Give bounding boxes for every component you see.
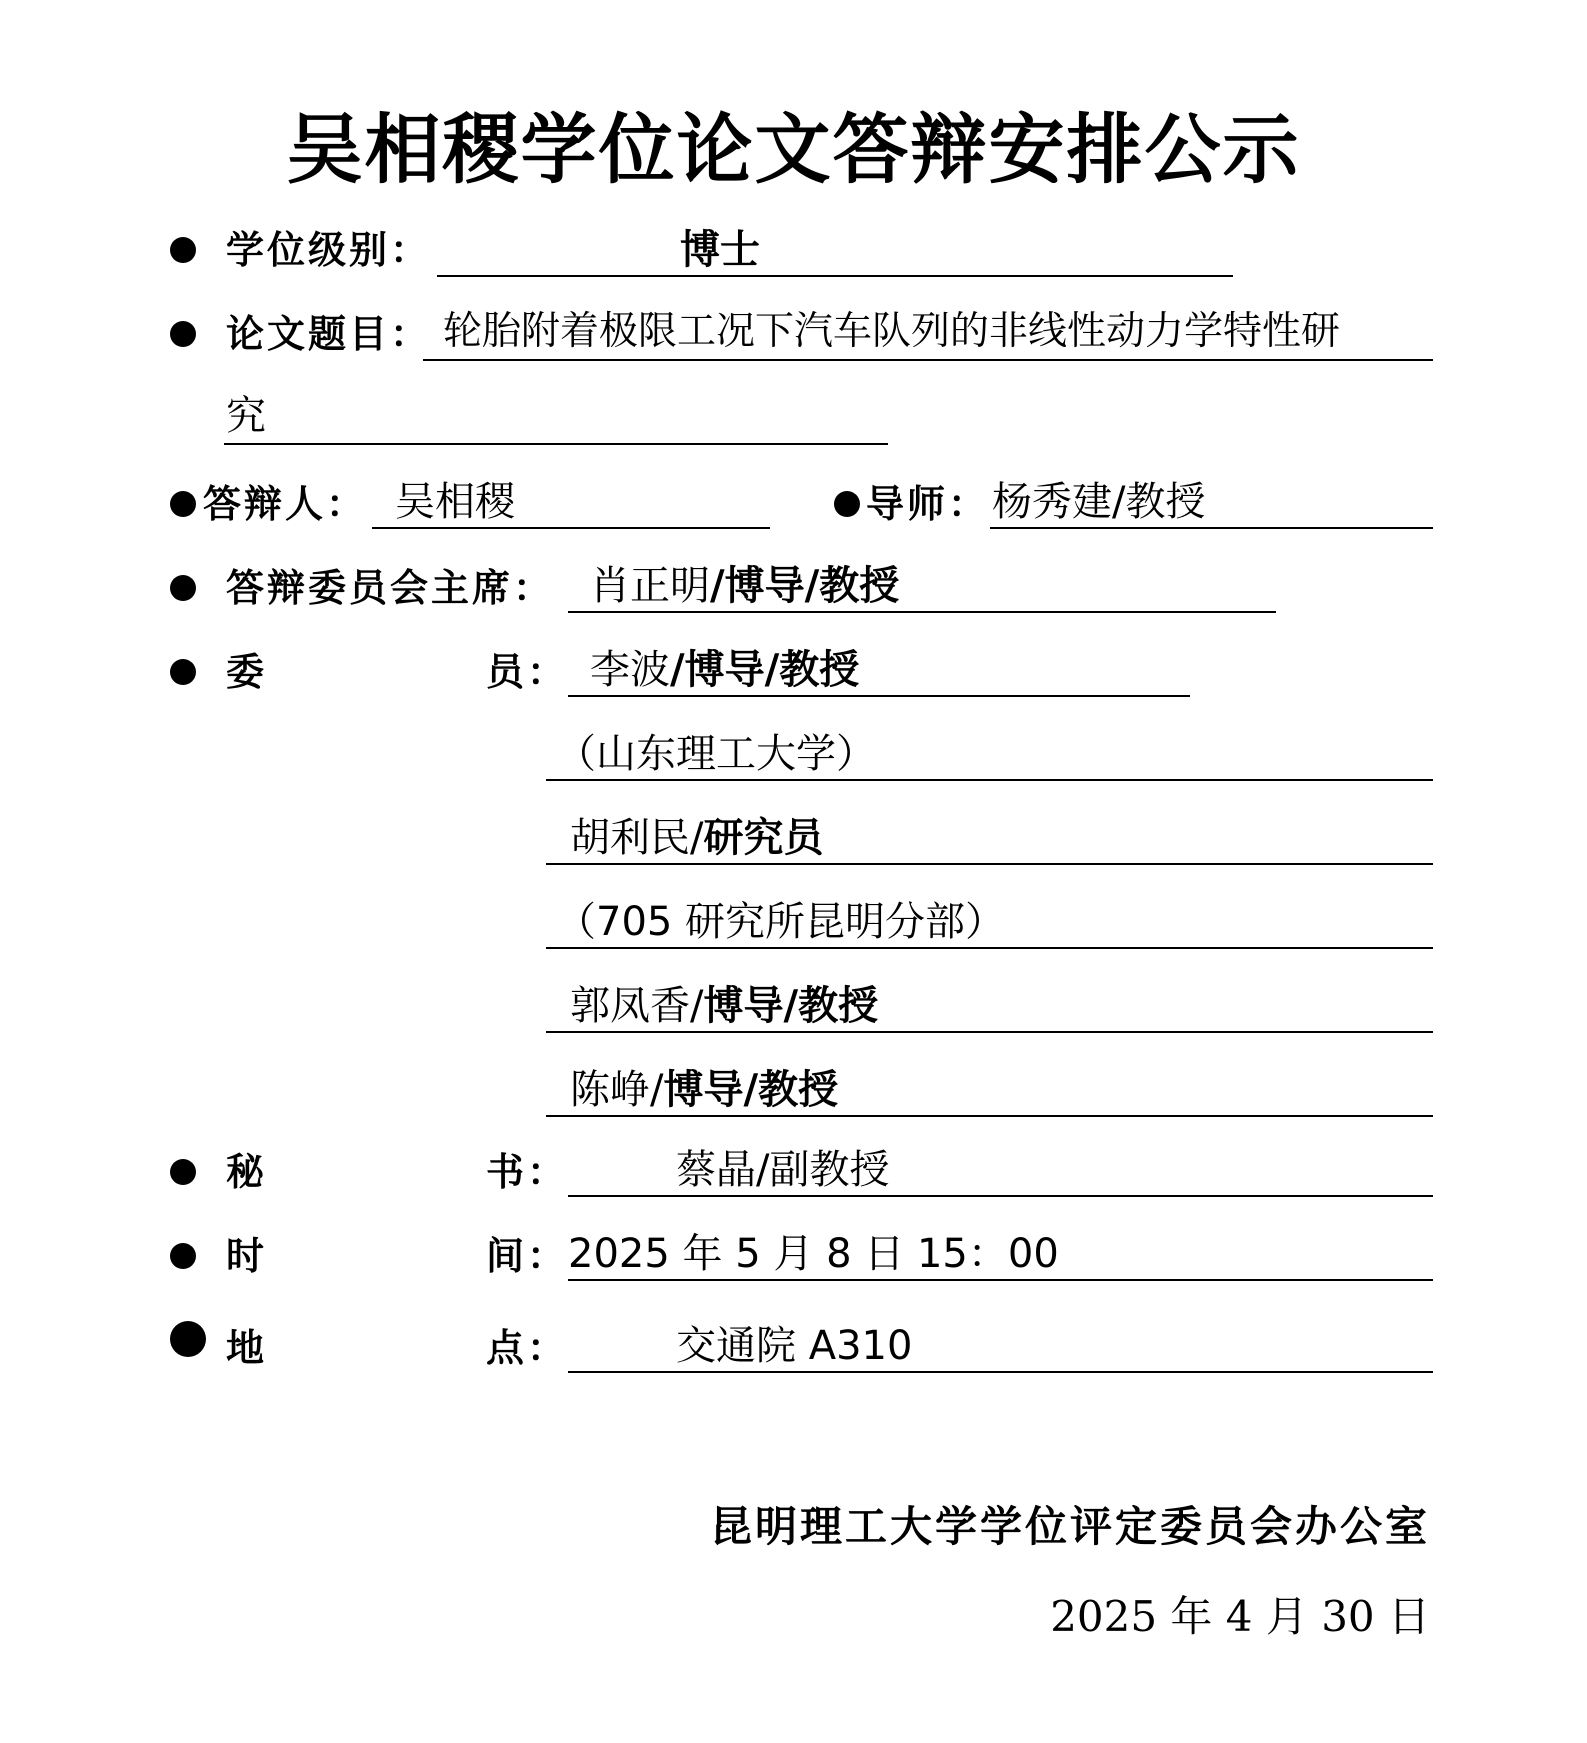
advisor-label: 导师： [866,481,990,526]
secretary-label-left: 秘 [226,1149,268,1194]
place-label-right: 点： [486,1325,569,1370]
defender-value: 吴相稷 [395,479,515,525]
issuing-office: 昆明理工大学学位评定委员会办公室 [709,1502,1430,1551]
place-value: 交通院 A310 [676,1323,913,1369]
secretary-value: 蔡晶/副教授 [676,1147,890,1193]
chair-label: 答辩委员会主席： [226,565,555,610]
bullet-icon [170,237,196,263]
page-title: 吴相稷学位论文答辩安排公示 [286,105,1301,194]
thesis-title-line2: 究 [226,393,266,439]
secretary-label-right: 书： [486,1149,569,1194]
member-title: 博导/教授 [663,1066,839,1113]
member-line-4 [556,897,1005,947]
thesis-title-line1: 轮胎附着极限工况下汽车队列的非线性动力学特性研 [443,309,1341,354]
bullet-icon [170,1243,196,1269]
place-label-left: 地 [226,1325,268,1370]
member-name: 郭凤香/ [570,983,704,1029]
member-title: 博导/教授 [703,982,879,1029]
degree-underline [437,225,1233,277]
defender-label: 答辩人： [203,481,368,526]
time-label-left: 时 [226,1233,268,1278]
member-affiliation: （山东理工大学） [556,731,876,777]
chair-title: /博导/教授 [710,562,900,609]
members-label-left: 委 [226,649,268,694]
bullet-icon [170,491,196,517]
bullet-icon [170,1321,206,1357]
member-line-3 [570,813,823,863]
member-name: 胡利民/ [570,815,704,861]
thesis-label: 论文题目： [226,311,432,356]
member-line-2 [556,729,876,779]
member-line-6 [570,1065,838,1115]
bullet-icon [170,659,196,685]
member-line-5 [570,981,878,1031]
degree-value: 博士 [680,226,760,273]
member-line-1 [590,645,859,695]
member-affiliation: （705 研究所昆明分部） [556,899,1006,945]
time-value: 2025 年 5 月 8 日 15：00 [568,1231,1059,1277]
chair-name: 肖正明 [590,563,710,609]
degree-label: 学位级别： [226,227,432,272]
members-label-right: 员： [486,649,569,694]
issue-date: 2025 年 4 月 30 日 [1050,1592,1430,1641]
time-label-right: 间： [486,1233,569,1278]
bullet-icon [170,575,196,601]
member-title: /博导/教授 [670,646,860,693]
member-name: 李波 [590,647,670,693]
thesis-underline-2 [224,393,888,445]
chair-value [590,561,899,611]
member-title: 研究员 [703,814,824,861]
bullet-icon [834,491,860,517]
advisor-value: 杨秀建/教授 [992,479,1206,525]
bullet-icon [170,321,196,347]
bullet-icon [170,1159,196,1185]
member-name: 陈峥/ [570,1067,664,1113]
